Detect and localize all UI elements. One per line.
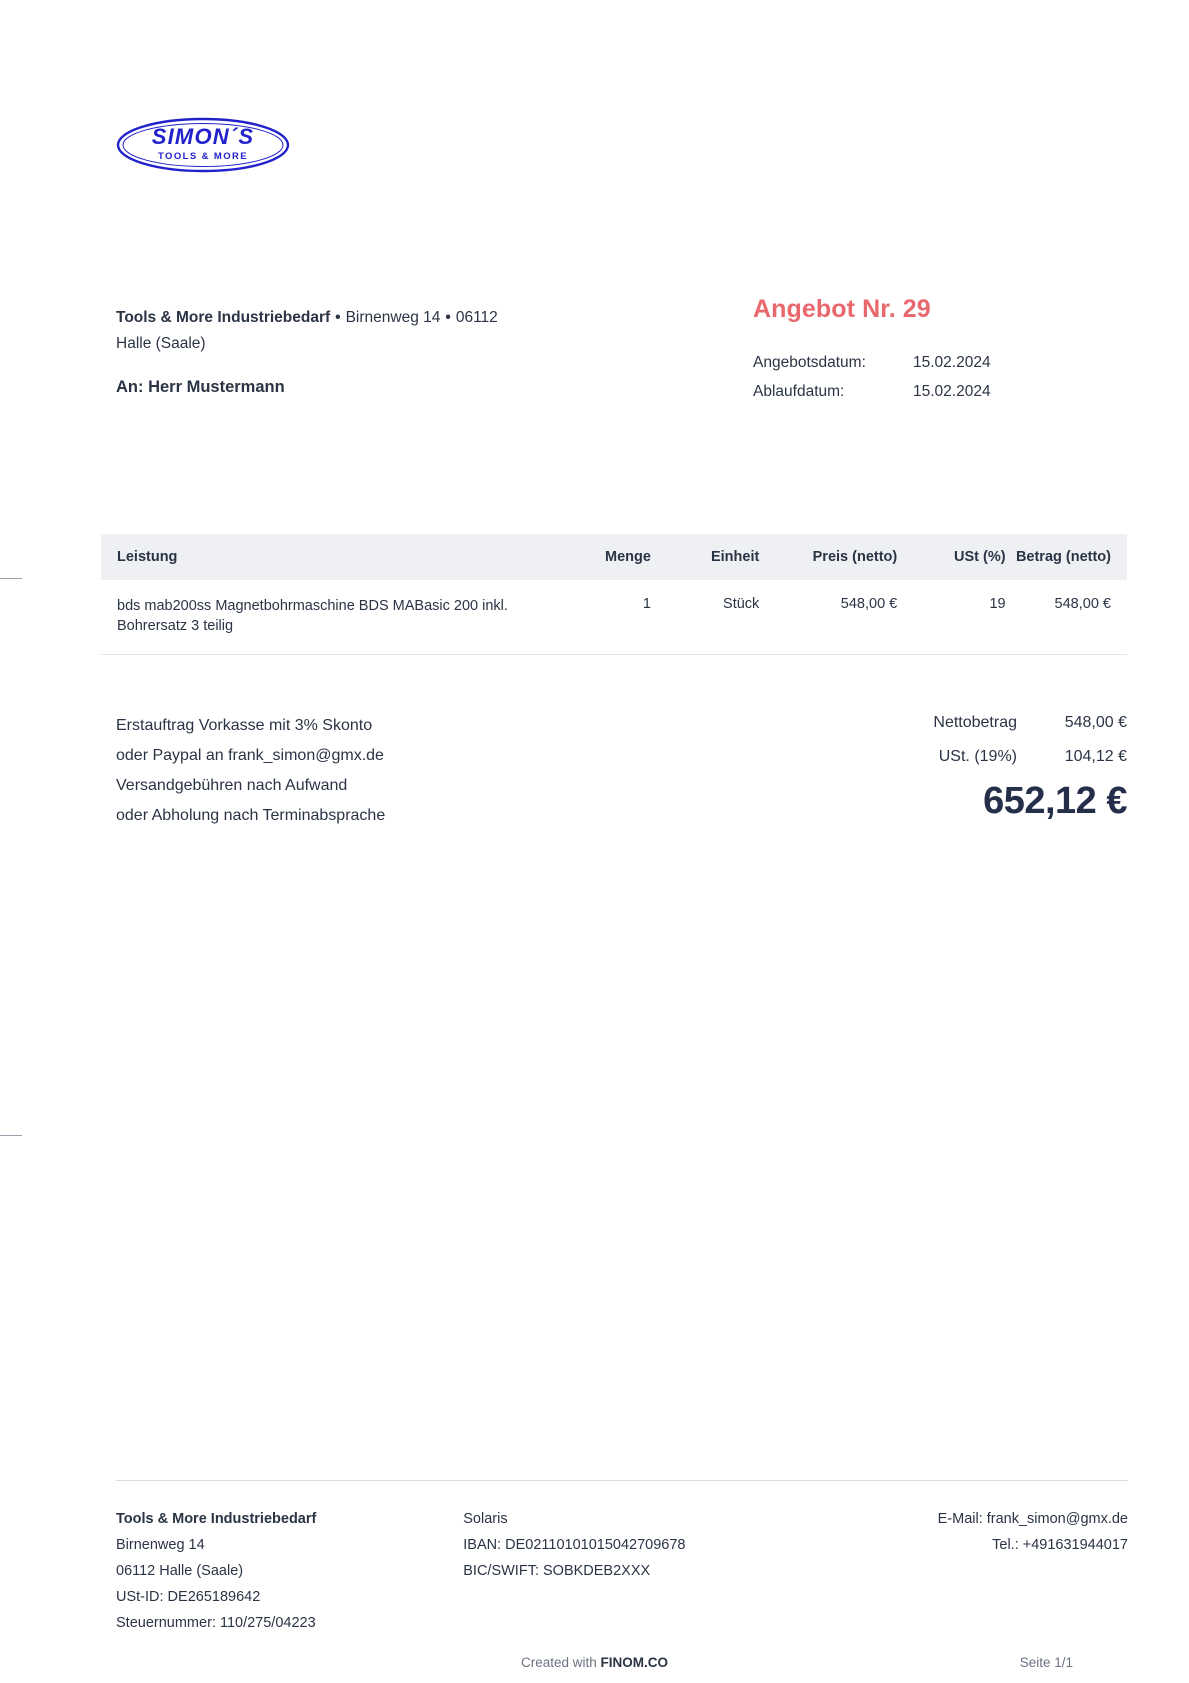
column-header-unit: Einheit (710, 549, 760, 565)
document-meta (753, 348, 1123, 406)
column-header-quantity: Menge (605, 549, 651, 565)
column-header-price: Preis (netto) (812, 549, 898, 565)
note-line-3: Versandgebühren nach Aufwand (116, 777, 348, 794)
footer-phone: Tel.: +491631944017 (992, 1537, 1128, 1553)
footer-bank-name: Solaris (463, 1511, 508, 1527)
company-logo (116, 112, 291, 178)
sender-city: Halle (Saale) (116, 335, 206, 352)
footer-street: Birnenweg 14 (116, 1537, 205, 1553)
created-with-prefix: Created with (520, 1655, 601, 1670)
footer-bank-block (463, 1506, 890, 1636)
footer-email: E-Mail: frank_simon@gmx.de (937, 1511, 1128, 1527)
sender-address (116, 305, 586, 357)
note-line-4: oder Abholung nach Terminabsprache (116, 807, 386, 824)
totals-row-net (697, 706, 1127, 740)
footer-contact-block (890, 1506, 1128, 1636)
cell-description: bds mab200ss Magnetbohrmaschine BDS MABasic 200 inkl. Bohrersatz 3 teilig (117, 598, 508, 634)
meta-label-expiry-date: Ablaufdatum: (753, 383, 845, 400)
svg-text:TOOLS & MORE: TOOLS & MORE (158, 151, 248, 162)
crop-mark-top (0, 578, 22, 579)
totals-row-vat (697, 740, 1127, 774)
footer-company: Tools & More Industriebedarf (116, 1511, 317, 1527)
meta-label-offer-date: Angebotsdatum: (753, 354, 866, 371)
line-items-table (101, 534, 1127, 655)
page-number: Seite 1/1 (1019, 1655, 1073, 1670)
svg-text:SIMON´S: SIMON´S (151, 124, 255, 149)
created-with-label (0, 1655, 1189, 1670)
separator-dot-1: • (335, 309, 341, 326)
footer-vat-id: USt-ID: DE265189642 (116, 1589, 261, 1605)
cell-unit: Stück (723, 596, 760, 612)
footer-tax-number: Steuernummer: 110/275/04223 (116, 1615, 316, 1631)
crop-mark-bottom (0, 1135, 22, 1136)
table-header-row (101, 534, 1127, 580)
sender-company: Tools & More Industriebedarf (116, 309, 331, 326)
totals-block (697, 706, 1127, 823)
cell-price: 548,00 € (840, 596, 898, 612)
footer-city: 06112 Halle (Saale) (116, 1563, 244, 1579)
totals-label-vat: USt. (19%) (938, 748, 1017, 765)
table-row (101, 580, 1127, 655)
column-header-amount: Betrag (netto) (1015, 549, 1111, 565)
totals-value-net: 548,00 € (1064, 714, 1127, 731)
cell-quantity: 1 (642, 596, 651, 612)
meta-value-expiry-date: 15.02.2024 (913, 383, 991, 400)
totals-label-net: Nettobetrag (933, 714, 1017, 731)
recipient-line: An: Herr Mustermann (116, 378, 285, 396)
column-header-description: Leistung (117, 549, 178, 565)
payment-notes (116, 711, 596, 831)
meta-row-offer-date (753, 348, 1123, 377)
footer-bic: BIC/SWIFT: SOBKDEB2XXX (463, 1563, 651, 1579)
page-title: Angebot Nr. 29 (753, 295, 931, 323)
footer-company-block (116, 1506, 463, 1636)
note-line-1: Erstauftrag Vorkasse mit 3% Skonto (116, 717, 373, 734)
footer-iban: IBAN: DE02110101015042709678 (463, 1537, 686, 1553)
sender-street: Birnenweg 14 (345, 309, 441, 326)
cell-amount: 548,00 € (1054, 596, 1111, 612)
note-line-2: oder Paypal an frank_simon@gmx.de (116, 747, 384, 764)
meta-row-expiry-date (753, 377, 1123, 406)
column-header-vat: USt (%) (954, 549, 1006, 565)
meta-value-offer-date: 15.02.2024 (913, 354, 991, 371)
sender-zip: 06112 (455, 309, 498, 326)
totals-value-vat: 104,12 € (1064, 748, 1127, 765)
page-footer (116, 1506, 1128, 1636)
cell-vat: 19 (989, 596, 1006, 612)
footer-divider (116, 1480, 1128, 1481)
separator-dot-2: • (445, 309, 451, 326)
grand-total-value: 652,12 € (983, 780, 1127, 822)
created-with-brand: FINOM.CO (600, 1655, 669, 1670)
